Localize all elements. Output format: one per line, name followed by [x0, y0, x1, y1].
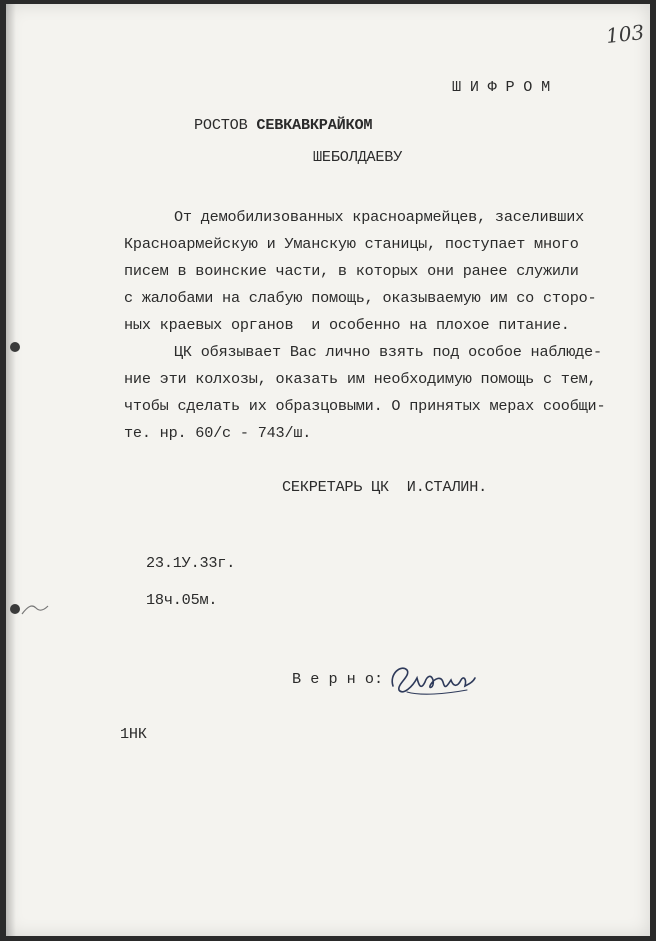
body-line: с жалобами на слабую помощь, оказываемую им со сторо-	[124, 289, 597, 307]
body-line: ние эти колхозы, оказать им необходимую помощь с тем,	[124, 370, 597, 388]
body-line: ЦК обязывает Вас лично взять под особое наблюде-	[174, 343, 602, 361]
cipher-header: Ш И Ф Р О М	[452, 78, 551, 96]
body-line: ных краевых органов и особенно на плохое питание.	[124, 316, 570, 334]
certification	[292, 670, 383, 688]
handwritten-signature	[387, 656, 477, 700]
body-line: Красноармейскую и Уманскую станицы, поступает много	[124, 235, 579, 253]
folio-number: 103	[604, 20, 646, 48]
address-line	[194, 116, 372, 134]
address-prefix: РОСТОВ	[194, 116, 257, 134]
dispatch-date: 23.1У.33г.	[146, 554, 236, 572]
footer-code: 1НК	[120, 725, 147, 743]
recipient: ШЕБОЛДАЕВУ	[313, 148, 403, 166]
certification-label: В е р н о:	[292, 670, 384, 688]
document-page	[6, 4, 650, 936]
address-organization: СЕВКАВКРАЙКОМ	[256, 116, 373, 134]
punch-hole	[10, 604, 20, 614]
dispatch-time: 18ч.05м.	[146, 591, 218, 609]
punch-hole	[10, 342, 20, 352]
body-line: От демобилизованных красноармейцев, заселивших	[174, 208, 585, 226]
body-line: писем в воинские части, в которых они ранее служили	[124, 262, 579, 280]
margin-pencil-mark	[20, 600, 50, 620]
secretary-signature-line: СЕКРЕТАРЬ ЦК И.СТАЛИН.	[282, 478, 488, 496]
body-line: те. нр. 60/с - 743/ш.	[124, 424, 312, 442]
body-line: чтобы сделать их образцовыми. О принятых мерах сообщи-	[124, 397, 606, 415]
